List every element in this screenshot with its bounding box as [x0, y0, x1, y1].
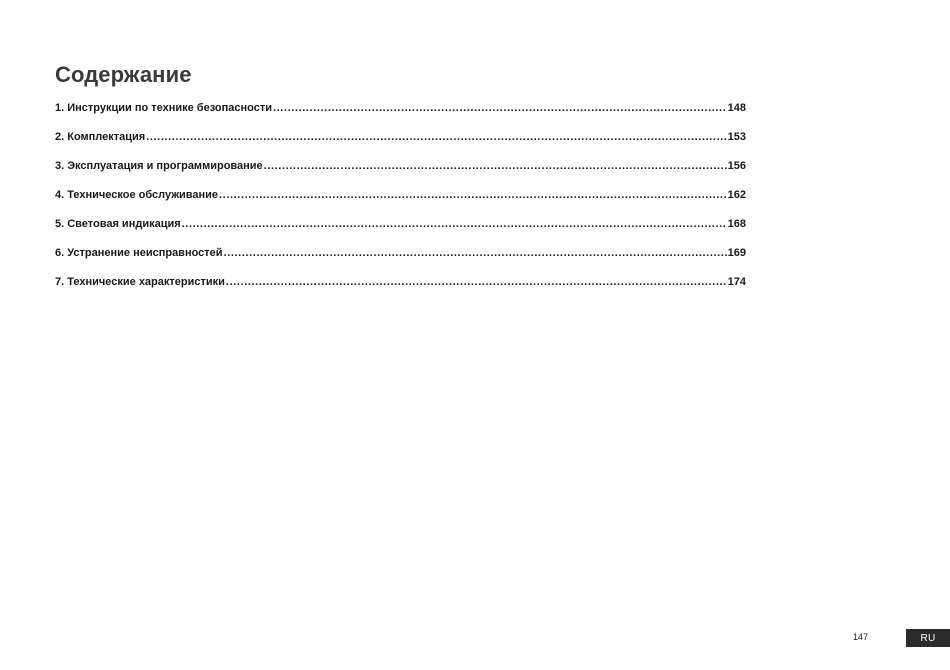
toc-entry-light-indication[interactable]	[55, 218, 746, 247]
toc-entry-label: 6. Устранение неисправностей	[55, 247, 223, 259]
toc-entry-troubleshooting[interactable]	[55, 247, 746, 276]
toc-entry-operation[interactable]	[55, 160, 746, 189]
dot-leader	[273, 102, 727, 114]
dot-leader	[182, 218, 727, 230]
footer-page-number: 147	[852, 632, 868, 642]
toc-entry-page: 156	[727, 160, 746, 172]
dot-leader	[226, 276, 727, 288]
table-of-contents	[55, 102, 746, 305]
toc-entry-contents[interactable]	[55, 131, 746, 160]
dot-leader	[224, 247, 727, 259]
toc-entry-page: 169	[727, 247, 746, 259]
toc-entry-page: 168	[727, 218, 746, 230]
toc-entry-page: 162	[727, 189, 746, 201]
dot-leader	[219, 189, 727, 201]
toc-entry-label: 2. Комплектация	[55, 131, 146, 143]
toc-entry-label: 7. Технические характеристики	[55, 276, 225, 288]
toc-entry-label: 4. Техническое обслуживание	[55, 189, 219, 201]
dot-leader	[264, 160, 727, 172]
page-title: Содержание	[55, 62, 192, 87]
toc-entry-label: 1. Инструкции по технике безопасности	[55, 102, 272, 114]
toc-entry-maintenance[interactable]	[55, 189, 746, 218]
toc-entry-specifications[interactable]	[55, 276, 746, 305]
language-badge: RU	[906, 629, 950, 647]
toc-entry-label: 5. Световая индикация	[55, 218, 181, 230]
toc-entry-page: 174	[727, 276, 746, 288]
toc-entry-safety[interactable]	[55, 102, 746, 131]
toc-entry-label: 3. Эксплуатация и программирование	[55, 160, 263, 172]
toc-entry-page: 148	[727, 102, 746, 114]
toc-entry-page: 153	[727, 131, 746, 143]
dot-leader	[146, 131, 726, 143]
